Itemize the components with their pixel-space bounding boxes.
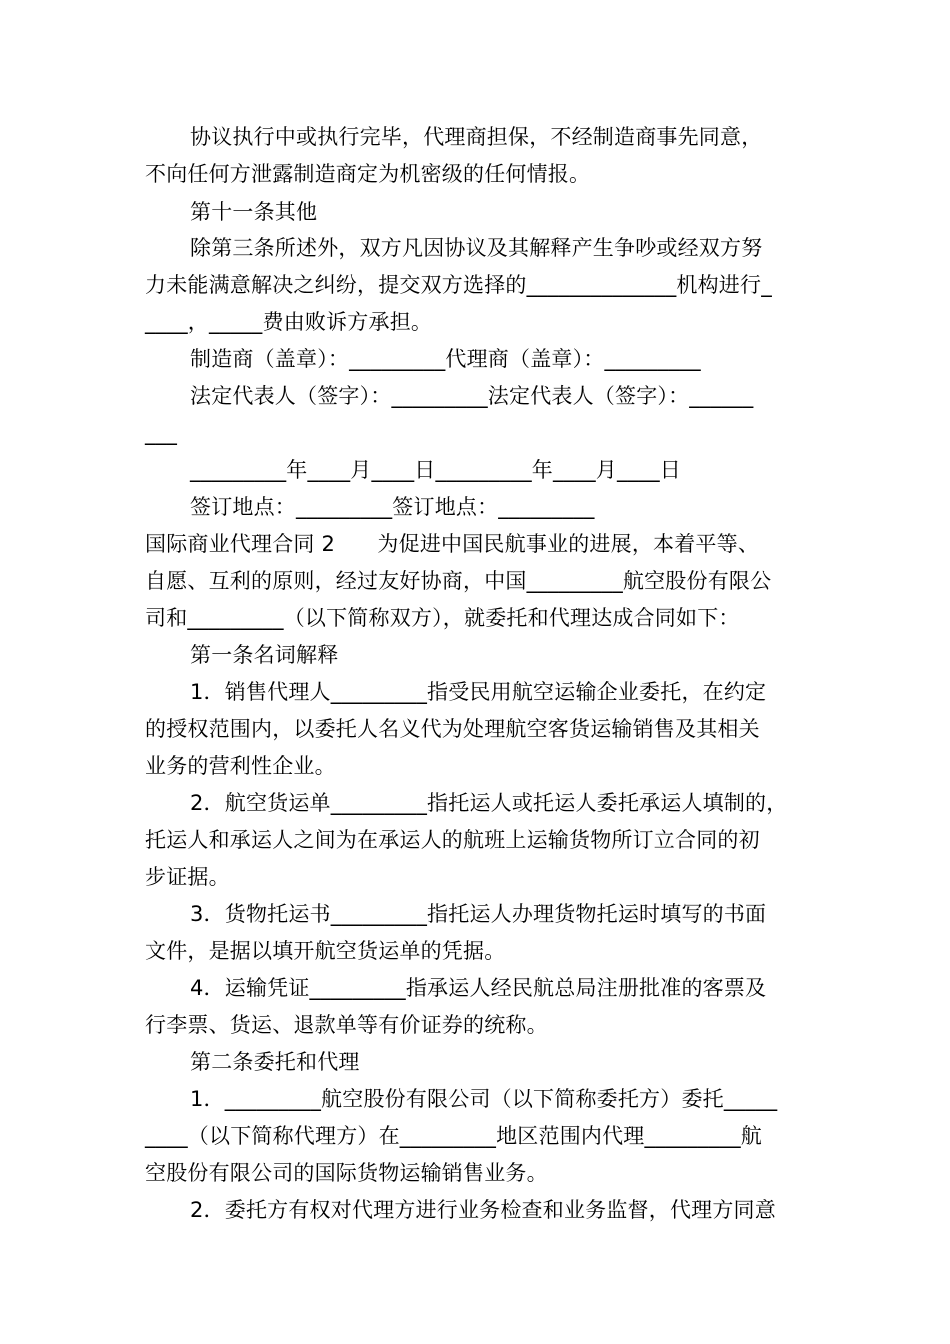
text-line: 自愿、互利的原则，经过友好协商，中国_________航空股份有限公 [145, 569, 772, 593]
text-line: 3．货物托运书_________指托运人办理货物托运时填写的书面 [190, 902, 767, 926]
text-line: 1．销售代理人_________指受民用航空运输企业委托，在约定 [190, 680, 767, 704]
section-heading: 第一条名词解释 [190, 643, 339, 667]
text-line: 文件，是据以填开航空货运单的凭据。 [145, 939, 506, 963]
text-line: 不向任何方泄露制造商定为机密级的任何情报。 [145, 162, 591, 186]
place-line: 签订地点：_________签订地点：_________ [190, 495, 595, 519]
text-line: 空股份有限公司的国际货物运输销售业务。 [145, 1161, 548, 1185]
date-line: _________年____月____日_________年____月____日 [190, 458, 681, 482]
text-line: 除第三条所述外，双方凡因协议及其解释产生争吵或经双方努 [190, 236, 763, 260]
section-heading: 第二条委托和代理 [190, 1050, 360, 1074]
text-line: 1．_________航空股份有限公司（以下简称委托方）委托_____ [190, 1087, 778, 1111]
text-line: ____，_____费由败诉方承担。 [145, 310, 433, 334]
text-line: ____（以下简称代理方）在_________地区范围内代理_________航 [145, 1124, 762, 1148]
text-line: ___ [145, 421, 178, 445]
text-line: 力未能满意解决之纠纷，提交双方选择的______________机构进行_ [145, 273, 772, 297]
text-line: 行李票、货运、退款单等有价证券的统称。 [145, 1013, 548, 1037]
text-line: 业务的营利性企业。 [145, 754, 336, 778]
contract-title-line: 国际商业代理合同 2 为促进中国民航事业的进展，本着平等、 [145, 532, 760, 556]
signature-line: 制造商（盖章）：_________代理商（盖章）：_________ [190, 347, 701, 371]
section-heading: 第十一条其他 [190, 200, 318, 224]
text-line: 步证据。 [145, 865, 230, 889]
text-line: 司和_________（以下简称双方），就委托和代理达成合同如下： [145, 606, 740, 630]
text-line: 2．航空货运单_________指托运人或托运人委托承运人填制的， [190, 791, 788, 815]
text-line: 协议执行中或执行完毕，代理商担保，不经制造商事先同意， [190, 125, 763, 149]
text-line: 的授权范围内，以委托人名义代为处理航空客货运输销售及其相关 [145, 717, 760, 741]
text-line: 2．委托方有权对代理方进行业务检查和业务监督，代理方同意 [190, 1198, 776, 1222]
signature-line: 法定代表人（签字）：_________法定代表人（签字）：______ [190, 384, 754, 408]
text-line: 4．运输凭证_________指承运人经民航总局注册批准的客票及 [190, 976, 767, 1000]
text-line: 托运人和承运人之间为在承运人的航班上运输货物所订立合同的初 [145, 828, 760, 852]
